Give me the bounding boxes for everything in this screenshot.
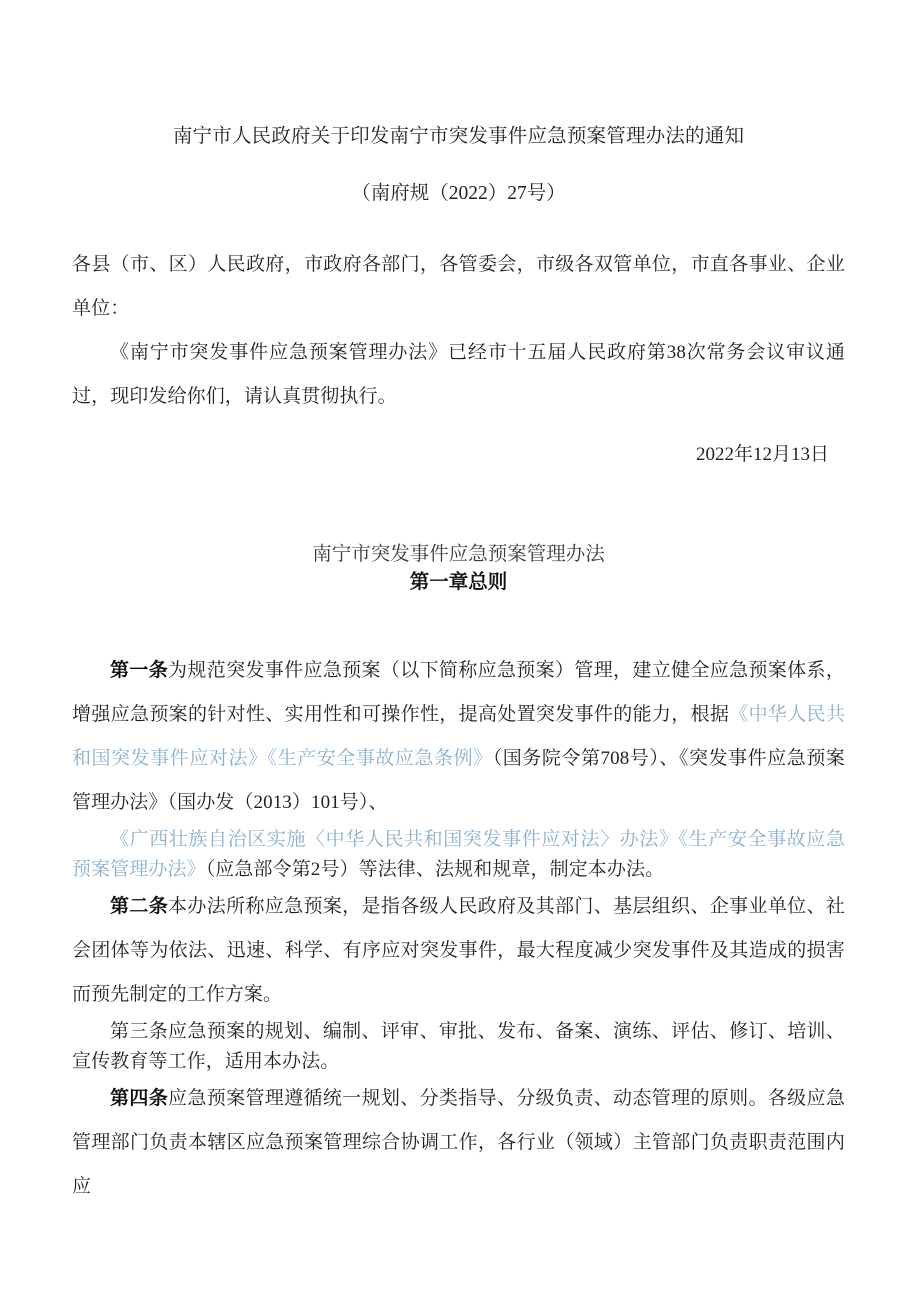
article-label: 第四条 [110, 1088, 169, 1110]
article-text: 应急预案管理遵循统一规划、分类指导、分级负责、动态管理的原则。各级应急管理部门负责本辖区应急预案管理综合协调工作，各行业（领域）主管部门负责职责范围内应 [72, 1088, 845, 1198]
article-paragraph [72, 649, 845, 825]
article-text: 本办法所称应急预案，是指各级人民政府及其部门、基层组织、企事业单位、社会团体等为依法、迅速、科学、有序应对突发事件，最大程度减少突发事件及其造成的损害而预先制定的工作方案。 [72, 896, 845, 1006]
article-paragraph [72, 825, 845, 885]
regulation-title: 南宁市突发事件应急预案管理办法 [312, 543, 605, 565]
document-number: （南府规（2022）27号） [351, 183, 566, 205]
article-text: （应急部令第2号）等法律、法规和规章，制定本办法。 [205, 859, 665, 881]
article-paragraph [72, 885, 845, 1017]
issue-date: 2022年12月13日 [695, 443, 829, 465]
article-label: 第一条 [110, 660, 169, 682]
spacer-after-heading [72, 597, 845, 649]
addressee-line: 各县（市、区）人民政府，市政府各部门，各管委会，市级各双管单位，市直各事业、企业单位： [72, 253, 845, 319]
article-paragraph [72, 1077, 845, 1209]
article-paragraph [72, 1017, 845, 1077]
spacer-before-addressee [72, 209, 845, 243]
articles-container [72, 649, 845, 1209]
chapter-title: 第一章总则 [409, 571, 508, 593]
article-text: （国务院令第708号）、《突发事件应急预案管理办法》（国办发（2013）101号）、 [72, 748, 846, 814]
document-title: 南宁市人民政府关于印发南宁市突发事件应急预案管理办法的通知 [172, 126, 745, 147]
article-text: 第三条应急预案的规划、编制、评审、审批、发布、备案、演练、评估、修订、培训、宣传教育等工作，适用本办法。 [72, 1021, 845, 1073]
regulation-reference-link[interactable]: 《中华人民共和国突发事件应对法》《生产安全事故应急条例》 [72, 704, 845, 770]
article-label: 第二条 [110, 896, 169, 918]
notice-body-paragraph: 《南宁市突发事件应急预案管理办法》已经市十五届人民政府第38次常务会议审议通过，现印发给你们，请认真贯彻执行。 [72, 341, 845, 407]
regulation-reference-link[interactable]: 《广西壮族自治区实施〈中华人民共和国突发事件应对法〉办法》《生产安全事故应急预案管理办法》 [72, 829, 845, 881]
article-text: 为规范突发事件应急预案（以下简称应急预案）管理，建立健全应急预案体系，增强应急预案的针对性、实用性和可操作性，提高处置突发事件的能力，根据 [72, 660, 845, 726]
regulation-heading-block [72, 477, 845, 598]
